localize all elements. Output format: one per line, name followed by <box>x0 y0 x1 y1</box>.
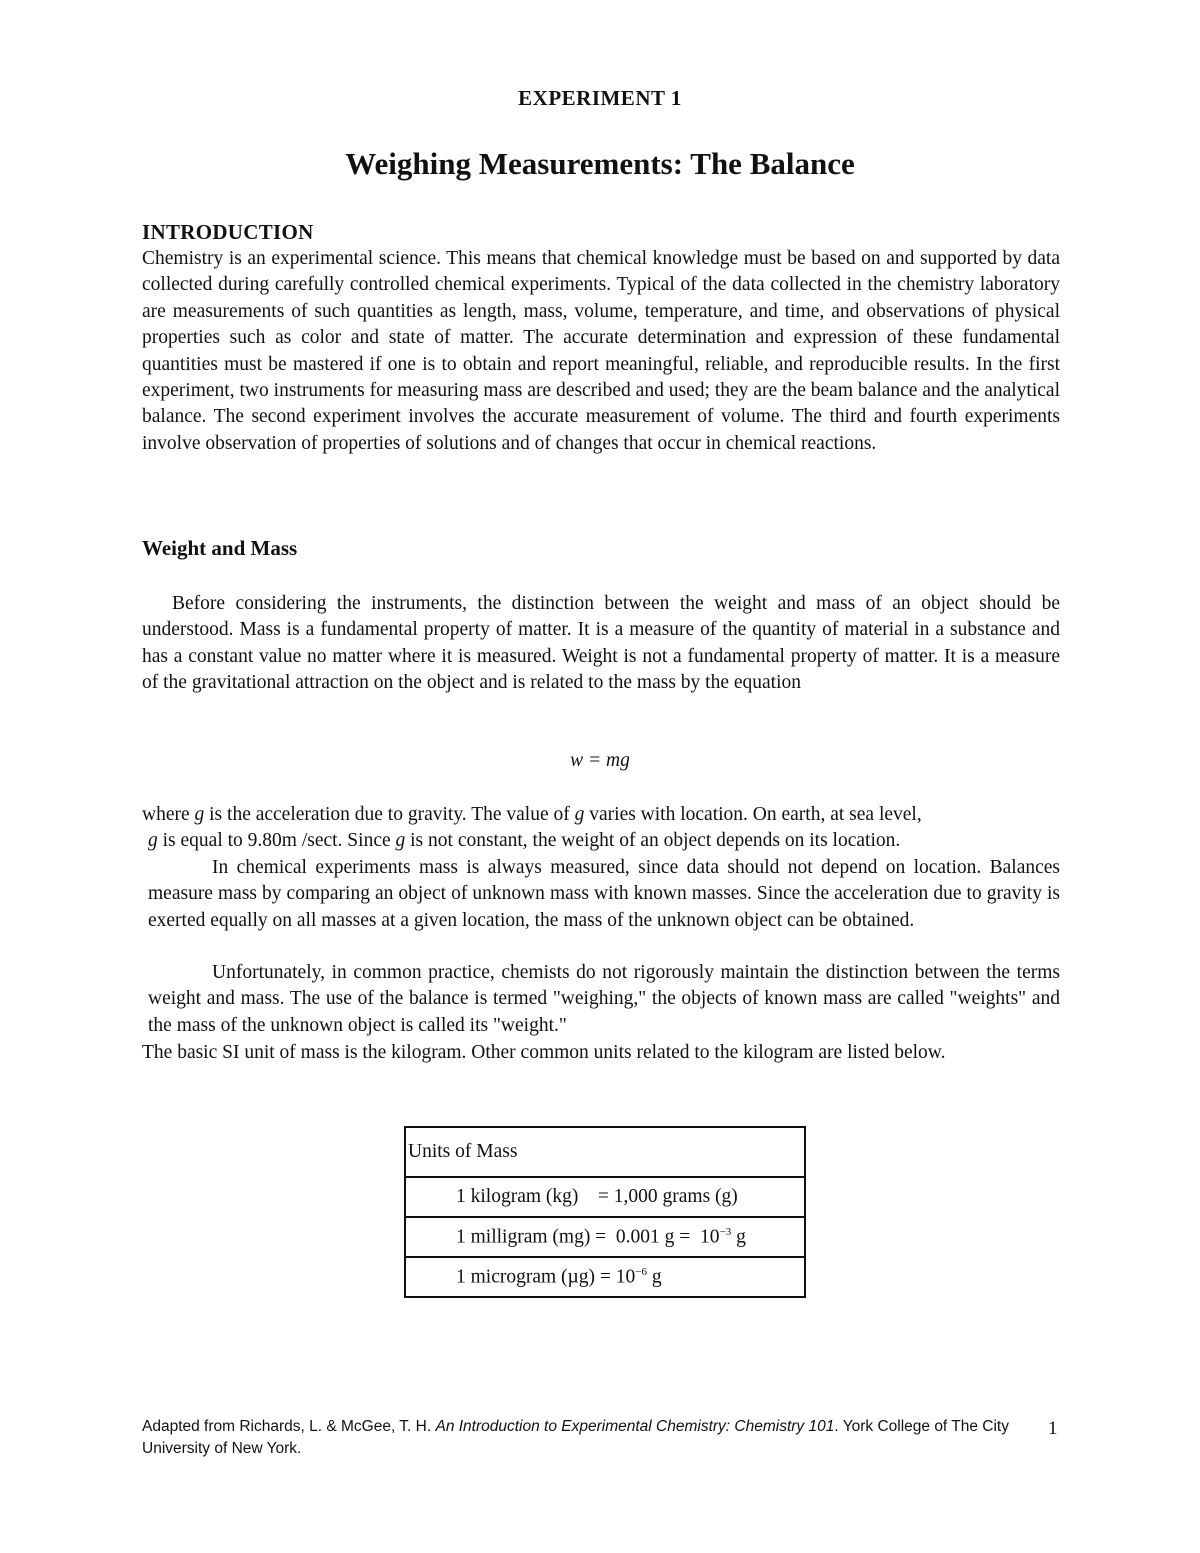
introduction-paragraph: Chemistry is an experimental science. This means that chemical knowledge must be based on and supported by data collected during carefully controlled chemical experiments. Typical of the data collected in the chemistry laboratory are measurements of such quantities as length, mass, volume, temperature, and time, and observations of physical properties such as color and state of matter. The accurate determination and expression of these fundamental quantities must be mastered if one is to obtain and report meaningful, reliable, and reproducible results. In the first experiment, two instruments for measuring mass are described and used; they are the beam balance and the analytical balance. The second experiment involves the accurate measurement of volume. The third and fourth experiments involve observation of properties of solutions and of changes that occur in chemical reactions. <box>142 248 1060 454</box>
weight-mass-heading: Weight and Mass <box>142 536 298 560</box>
common-practice-paragraph: Unfortunately, in common practice, chemists do not rigorously maintain the distinction between the terms weight and mass. The use of the balance is termed "weighing," the objects of known mass are called "weights" and the mass of the unknown object is called its "weight." <box>148 962 1060 1036</box>
equation: w = mg <box>570 750 630 771</box>
footer-text-b: . York College of The City University of New York. <box>142 1418 1009 1457</box>
table-cell-microgram <box>405 1257 805 1297</box>
gravity-symbol: g <box>395 830 406 852</box>
footer-citation <box>142 1416 1022 1460</box>
milligram-unit: g <box>731 1226 746 1248</box>
table-cell-kilogram: 1 kilogram (kg) = 1,000 grams (g) <box>405 1177 805 1217</box>
microgram-exponent: −6 <box>635 1265 647 1278</box>
gravity-text-b: is the acceleration due to gravity. The value of <box>204 804 575 825</box>
introduction-heading: INTRODUCTION <box>142 220 314 244</box>
weight-mass-paragraph: Before considering the instruments, the distinction between the weight and mass of an object should be understood. Mass is a fundamental property of matter. It is a measure of the quantity of material in a substance and has a constant value no matter where it is measured. Weight is not a fundamental property of matter. It is a measure of the gravitational attraction on the object and is related to the mass by the equation <box>142 593 1060 694</box>
footer-text-a: Adapted from Richards, L. & McGee, T. H. <box>142 1418 436 1435</box>
table-header-row <box>405 1127 805 1177</box>
table-header-cell: Units of Mass <box>405 1127 805 1177</box>
milligram-text: 1 milligram (mg) = 0.001 g = 10 <box>456 1226 720 1248</box>
gravity-symbol: g <box>194 804 205 825</box>
gravity-symbol: g <box>148 830 158 852</box>
gravity-text-e: is not constant, the weight of an object depends on its location. <box>405 830 901 852</box>
microgram-unit: g <box>647 1266 662 1288</box>
table-row <box>405 1177 805 1217</box>
milligram-exponent: −3 <box>719 1225 732 1238</box>
units-of-mass-table <box>404 1126 806 1298</box>
table-row <box>405 1217 805 1257</box>
microgram-text: 1 microgram (µg) = 10 <box>456 1266 636 1288</box>
gravity-text-c: varies with location. On earth, at sea level, <box>584 804 922 825</box>
gravity-text-a: where <box>142 804 195 825</box>
gravity-symbol: g <box>574 804 585 825</box>
table-cell-milligram <box>405 1217 805 1257</box>
page-title: Weighing Measurements: The Balance <box>345 146 855 181</box>
experiment-label: EXPERIMENT 1 <box>518 86 682 110</box>
chemical-experiments-paragraph: In chemical experiments mass is always measured, since data should not depend on location. Balances measure mass by comparing an object of unknown mass with known masses. Since the acceleration due to gravity is exerted equally on all masses at a given location, the mass of the unknown object can be obtained. <box>148 857 1060 931</box>
si-unit-paragraph: The basic SI unit of mass is the kilogram. Other common units related to the kilogram are listed below. <box>142 1042 946 1063</box>
gravity-paragraph <box>142 802 1060 855</box>
gravity-text-d: is equal to 9.80m /sect. Since <box>157 830 396 852</box>
page-number: 1 <box>1048 1418 1058 1439</box>
table-row <box>405 1257 805 1297</box>
footer-book-title: An Introduction to Experimental Chemistry: Chemistry 101 <box>435 1418 835 1435</box>
